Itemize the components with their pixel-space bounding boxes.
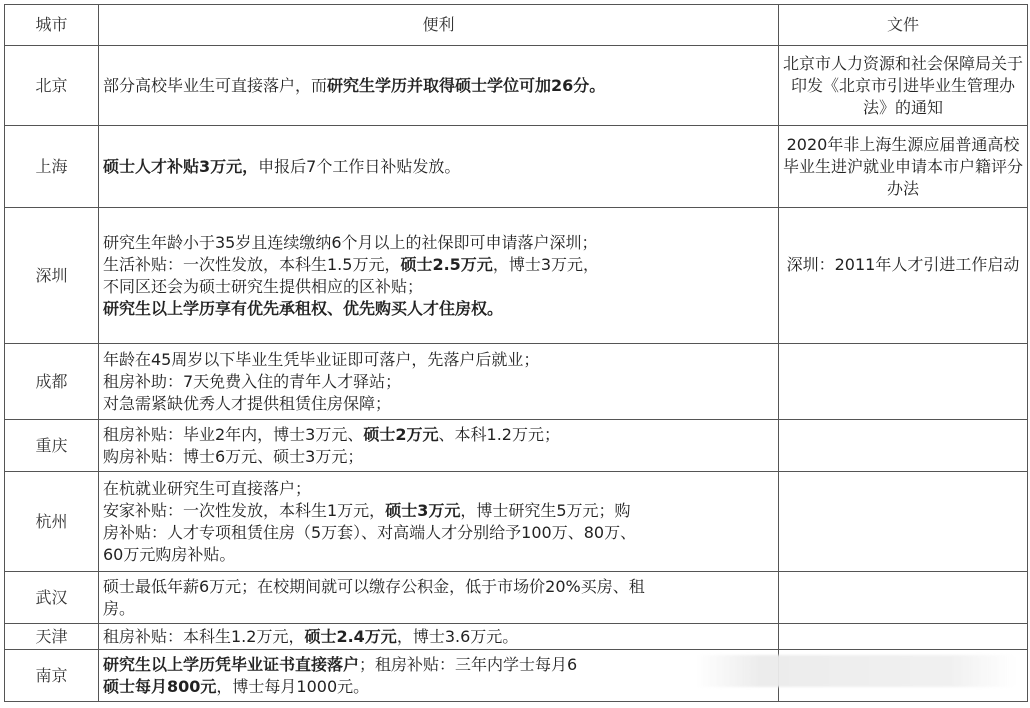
benefit-line [103,500,774,522]
benefit-text: ，博士3万元， [492,254,599,274]
benefit-highlight: 研究生以上学历享有优先承租权、优先购买人才住房权。 [103,298,504,318]
table-row [5,624,1028,650]
benefit-text: 、本科1.2万元； [438,424,560,444]
benefit-text: 购房补贴：博士6万元、硕士3万元； [103,446,364,466]
benefit-text: 租房补贴：毕业2年内，博士3万元、 [103,424,364,444]
benefit-line [103,75,774,97]
benefit-text: 硕士最低年薪6万元；在校期间就可以缴存公积金，低于市场价20%买房、租 [103,576,645,596]
benefit-text: 租房补贴：本科生1.2万元， [103,626,305,646]
city-cell: 杭州 [5,472,99,572]
benefit-cell [99,650,779,702]
benefit-line [103,544,774,566]
benefit-line [103,654,774,676]
benefit-line [103,371,774,393]
benefit-highlight: 硕士3万元 [385,500,461,520]
document-cell: 北京市人力资源和社会保障局关于印发《北京市引进毕业生管理办法》的通知 [779,46,1028,126]
benefit-text: 部分高校毕业生可直接落户，而 [103,75,328,95]
document-cell [779,472,1028,572]
benefit-line [103,676,774,698]
city-cell: 北京 [5,46,99,126]
benefit-line [103,298,774,320]
benefit-highlight: 硕士2.4万元 [304,626,397,646]
benefit-line [103,349,774,371]
benefit-cell [99,126,779,208]
table-row [5,572,1028,624]
benefit-line [103,393,774,415]
benefit-text: 租房补助：7天免费入住的青年人才驿站； [103,371,402,391]
city-cell: 成都 [5,344,99,420]
benefit-text: 研究生年龄小于35岁且连续缴纳6个月以上的社保即可申请落户深圳； [103,232,598,252]
city-cell: 南京 [5,650,99,702]
city-cell: 天津 [5,624,99,650]
city-cell: 武汉 [5,572,99,624]
benefit-highlight: 研究生以上学历凭毕业证书直接落户 [103,654,360,674]
benefit-line [103,626,774,648]
table-row [5,208,1028,344]
benefit-line [103,276,774,298]
benefit-line [103,156,774,178]
document-cell: 2020年非上海生源应届普通高校毕业生进沪就业申请本市户籍评分办法 [779,126,1028,208]
benefit-text: 安家补贴：一次性发放，本科生1万元， [103,500,386,520]
city-cell: 深圳 [5,208,99,344]
benefit-highlight: 研究生学历并取得硕士学位可加26分。 [327,75,606,95]
benefit-highlight: 硕士2.5万元 [400,254,493,274]
benefit-text: 在杭就业研究生可直接落户； [103,478,312,498]
benefit-text: ，博士3.6万元。 [396,626,519,646]
document-cell [779,624,1028,650]
table-row [5,420,1028,472]
document-cell [779,572,1028,624]
benefit-text: 不同区还会为硕士研究生提供相应的区补贴； [103,276,424,296]
table-row [5,46,1028,126]
city-cell: 重庆 [5,420,99,472]
document-cell: 深圳：2011年人才引进工作启动 [779,208,1028,344]
city-cell: 上海 [5,126,99,208]
benefit-text: 房补贴：人才专项租赁住房（5万套）、对高端人才分别给予100万、80万、 [103,522,637,542]
benefit-line [103,254,774,276]
benefit-text: 对急需紧缺优秀人才提供租赁住房保障； [103,393,392,413]
benefit-cell [99,472,779,572]
benefit-text: 房。 [103,598,136,618]
benefit-text: ，博士研究生5万元；购 [460,500,631,520]
benefit-text: 生活补贴：一次性发放，本科生1.5万元， [103,254,401,274]
benefit-cell [99,46,779,126]
benefit-highlight: 硕士人才补贴3万元， [103,156,259,176]
document-cell [779,344,1028,420]
benefit-line [103,446,774,468]
benefit-text: ；租房补贴：三年内学士每月6 [359,654,578,674]
benefit-cell [99,624,779,650]
benefit-line [103,522,774,544]
table-row [5,126,1028,208]
benefit-cell [99,420,779,472]
benefit-text: 申报后7个工作日补贴发放。 [258,156,461,176]
header-row [5,5,1028,46]
benefit-text: ，博士每月1000元。 [216,676,370,696]
benefit-highlight: 硕士每月800元 [103,676,217,696]
benefit-text: 年龄在45周岁以下毕业生凭毕业证即可落户，先落户后就业； [103,349,540,369]
benefit-line [103,424,774,446]
header-city: 城市 [5,5,99,46]
benefit-highlight: 硕士2万元 [363,424,439,444]
benefits-table [4,4,1028,702]
header-doc: 文件 [779,5,1028,46]
benefit-cell [99,572,779,624]
benefit-line [103,598,774,620]
benefit-cell [99,344,779,420]
table-row [5,472,1028,572]
table-row [5,344,1028,420]
watermark-blur [696,655,1016,687]
benefit-line [103,478,774,500]
benefit-text: 60万元购房补贴。 [103,544,236,564]
header-benefit: 便利 [99,5,779,46]
benefit-line [103,576,774,598]
benefit-cell [99,208,779,344]
benefit-line [103,232,774,254]
document-cell [779,420,1028,472]
